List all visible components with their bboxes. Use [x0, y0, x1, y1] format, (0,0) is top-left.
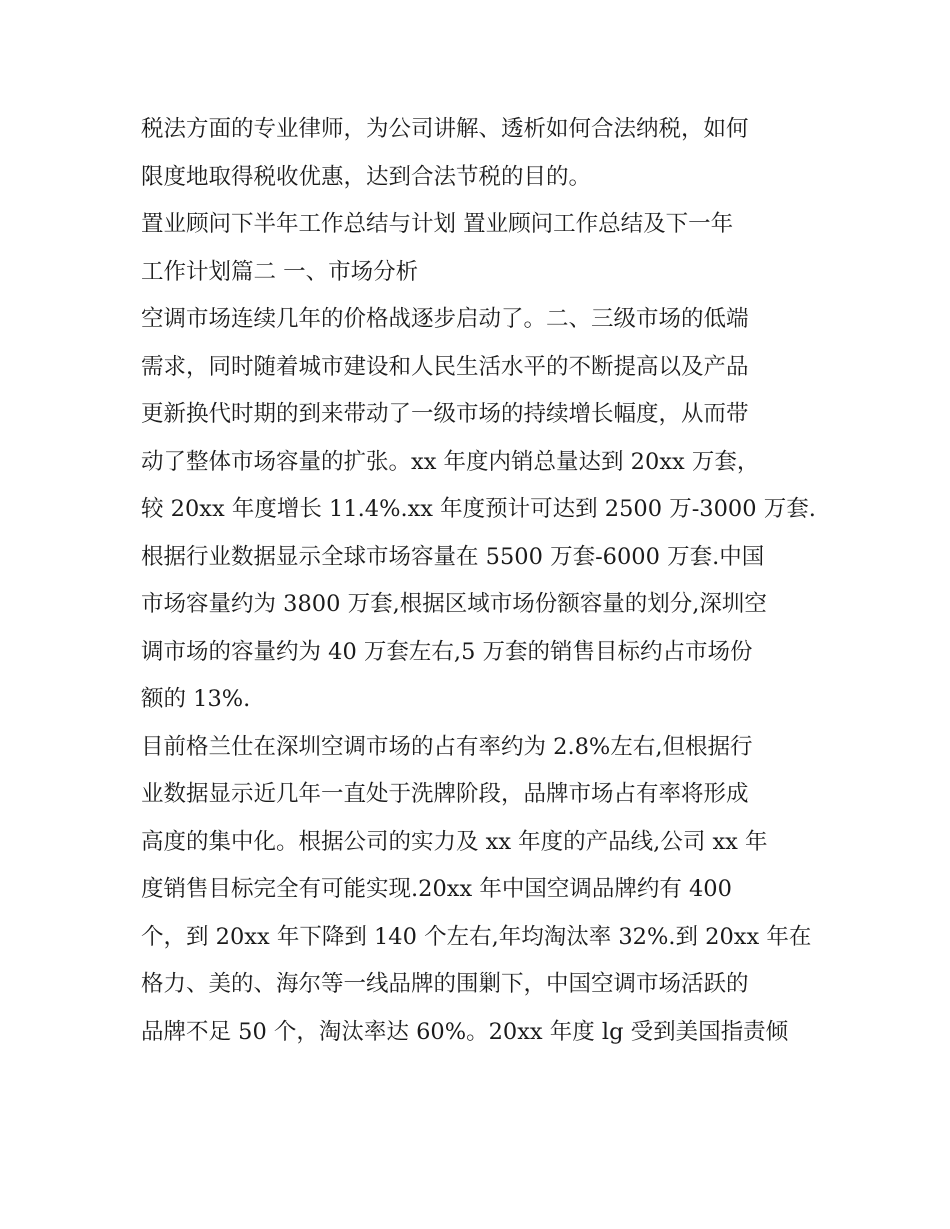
text-line: 品牌不足 50 个，淘汰率达 60%。20xx 年度 lg 受到美国指责倾 — [141, 1018, 789, 1045]
text-line: 税法方面的专业律师，为公司讲解、透析如何合法纳税，如何 — [141, 116, 749, 142]
text-line: 高度的集中化。根据公司的实力及 xx 年度的产品线,公司 xx 年 — [141, 828, 768, 855]
text-line: 度销售目标完全有可能实现.20xx 年中国空调品牌约有 400 — [141, 876, 732, 902]
text-line: 个，到 20xx 年下降到 140 个左右,年均淘汰率 32%.到 20xx 年在 — [141, 923, 812, 950]
text-line: 额的 13%. — [141, 686, 251, 712]
text-line: 空调市场连续几年的价格战逐步启动了。二、三级市场的低端 — [141, 306, 749, 332]
text-line: 调市场的容量约为 40 万套左右,5 万套的销售目标约占市场份 — [141, 638, 753, 665]
text-line: 格力、美的、海尔等一线品牌的围剿下，中国空调市场活跃的 — [141, 971, 749, 997]
text-line: 更新换代时期的到来带动了一级市场的持续增长幅度，从而带 — [141, 401, 749, 427]
text-line: 业数据显示近几年一直处于洗牌阶段，品牌市场占有率将形成 — [141, 781, 749, 807]
document-body — [141, 106, 816, 1056]
text-line: 工作计划篇二 一、市场分析 — [141, 258, 419, 285]
text-line: 市场容量约为 3800 万套,根据区域市场份额容量的划分,深圳空 — [141, 591, 767, 617]
text-line: 目前格兰仕在深圳空调市场的占有率约为 2.8%左右,但根据行 — [141, 733, 753, 760]
text-line: 限度地取得税收优惠，达到合法节税的目的。 — [141, 163, 592, 190]
text-line: 置业顾问下半年工作总结与计划 置业顾问工作总结及下一年 — [141, 211, 734, 237]
text-line: 较 20xx 年度增长 11.4%.xx 年度预计可达到 2500 万-3000 万套. — [141, 496, 816, 522]
text-line: 需求，同时随着城市建设和人民生活水平的不断提高以及产品 — [141, 353, 749, 380]
text-line: 根据行业数据显示全球市场容量在 5500 万套-6000 万套.中国 — [141, 543, 765, 570]
text-line: 动了整体市场容量的扩张。xx 年度内销总量达到 20xx 万套， — [141, 448, 760, 475]
